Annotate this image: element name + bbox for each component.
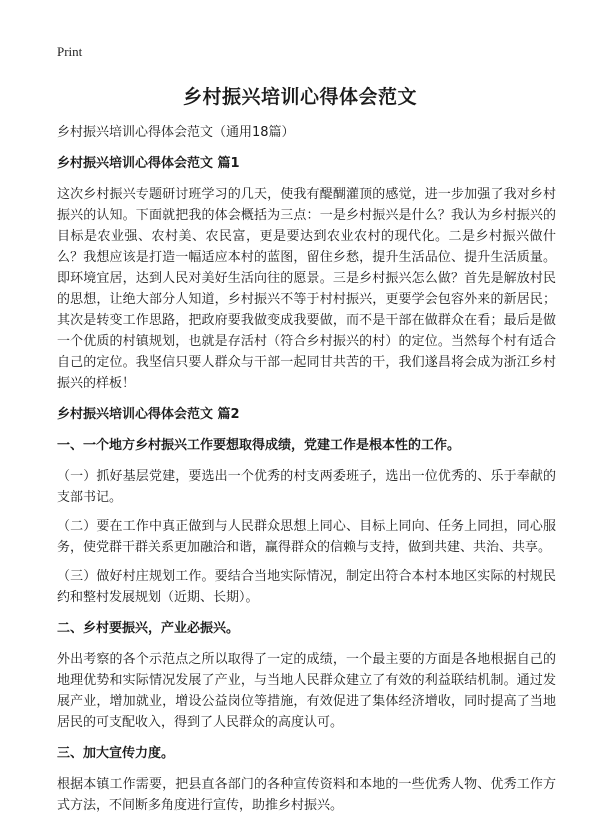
article-subtitle: 乡村振兴培训心得体会范文（通用18篇） <box>57 125 295 140</box>
subheading-publicity: 三、加大宣传力度。 <box>57 746 175 761</box>
section-heading-2: 乡村振兴培训心得体会范文 篇2 <box>57 407 240 422</box>
paragraph-party-1: （一）抓好基层党建，要选出一个优秀的村支两委班子，选出一位优秀的、乐于奉献的支部书记。 <box>57 469 556 505</box>
print-link[interactable]: Print <box>57 44 83 59</box>
section-1-paragraph: 这次乡村振兴专题研讨班学习的几天，使我有醍醐灌顶的感觉，进一步加强了我对乡村振兴的认知。下面就把我的体会概括为三点：一是乡村振兴是什么？我认为乡村振兴的目标是农业强、农村美、农民富，更是要达到农业农村的现代化。二是乡村振兴做什么？我想应该是打造一幅适应本村的蓝图，留住乡愁，提升生活品位、提升生活质量。即环境宜居，达到人民对美好生活向往的愿景。三是乡村振兴怎么做？首先是解放村民的思想，让绝大部分人知道，乡村振兴不等于村村振兴，更要学会包容外来的新居民；其次是转变工作思路，把政府要我做变成我要做，而不是干部在做群众在看；最后是做一个优质的村镇规划，也就是存活村（符合乡村振兴的村）的定位。当然每个村有适合自己的定位。我坚信只要人群众与干部一起同甘共苦的干，我们遂昌将会成为浙江乡村振兴的样板！ <box>57 187 556 391</box>
paragraph-party-2: （二）要在工作中真正做到与人民群众思想上同心、目标上同向、任务上同担，同心服务，使党群干群关系更加融洽和谐，赢得群众的信赖与支持，做到共建、共治、共享。 <box>57 519 556 555</box>
page-title: 乡村振兴培训心得体会范文 <box>182 86 417 108</box>
paragraph-industry: 外出考察的各个示范点之所以取得了一定的成绩，一个最主要的方面是各地根据自己的地理优势和实际情况发展了产业，与当地人民群众建立了有效的利益联结机制。通过发展产业，增加就业，增设公益岗位等措施，有效促进了集体经济增收，同时提高了当地居民的可支配收入，得到了人民群众的高度认可。 <box>57 652 556 730</box>
section-heading-1: 乡村振兴培训心得体会范文 篇1 <box>57 156 240 171</box>
paragraph-party-3: （三）做好村庄规划工作。要结合当地实际情况，制定出符合本村本地区实际的村规民约和整村发展规划（近期、长期）。 <box>57 569 556 605</box>
article-body <box>57 122 556 826</box>
paragraph-publicity: 根据本镇工作需要，把县直各部门的各种宣传资料和本地的一些优秀人物、优秀工作方式方法，不间断多角度进行宣传，助推乡村振兴。 <box>57 777 556 813</box>
subheading-party-building: 一、一个地方乡村振兴工作要想取得成绩，党建工作是根本性的工作。 <box>57 438 461 453</box>
subheading-industry: 二、乡村要振兴，产业必振兴。 <box>57 621 240 636</box>
